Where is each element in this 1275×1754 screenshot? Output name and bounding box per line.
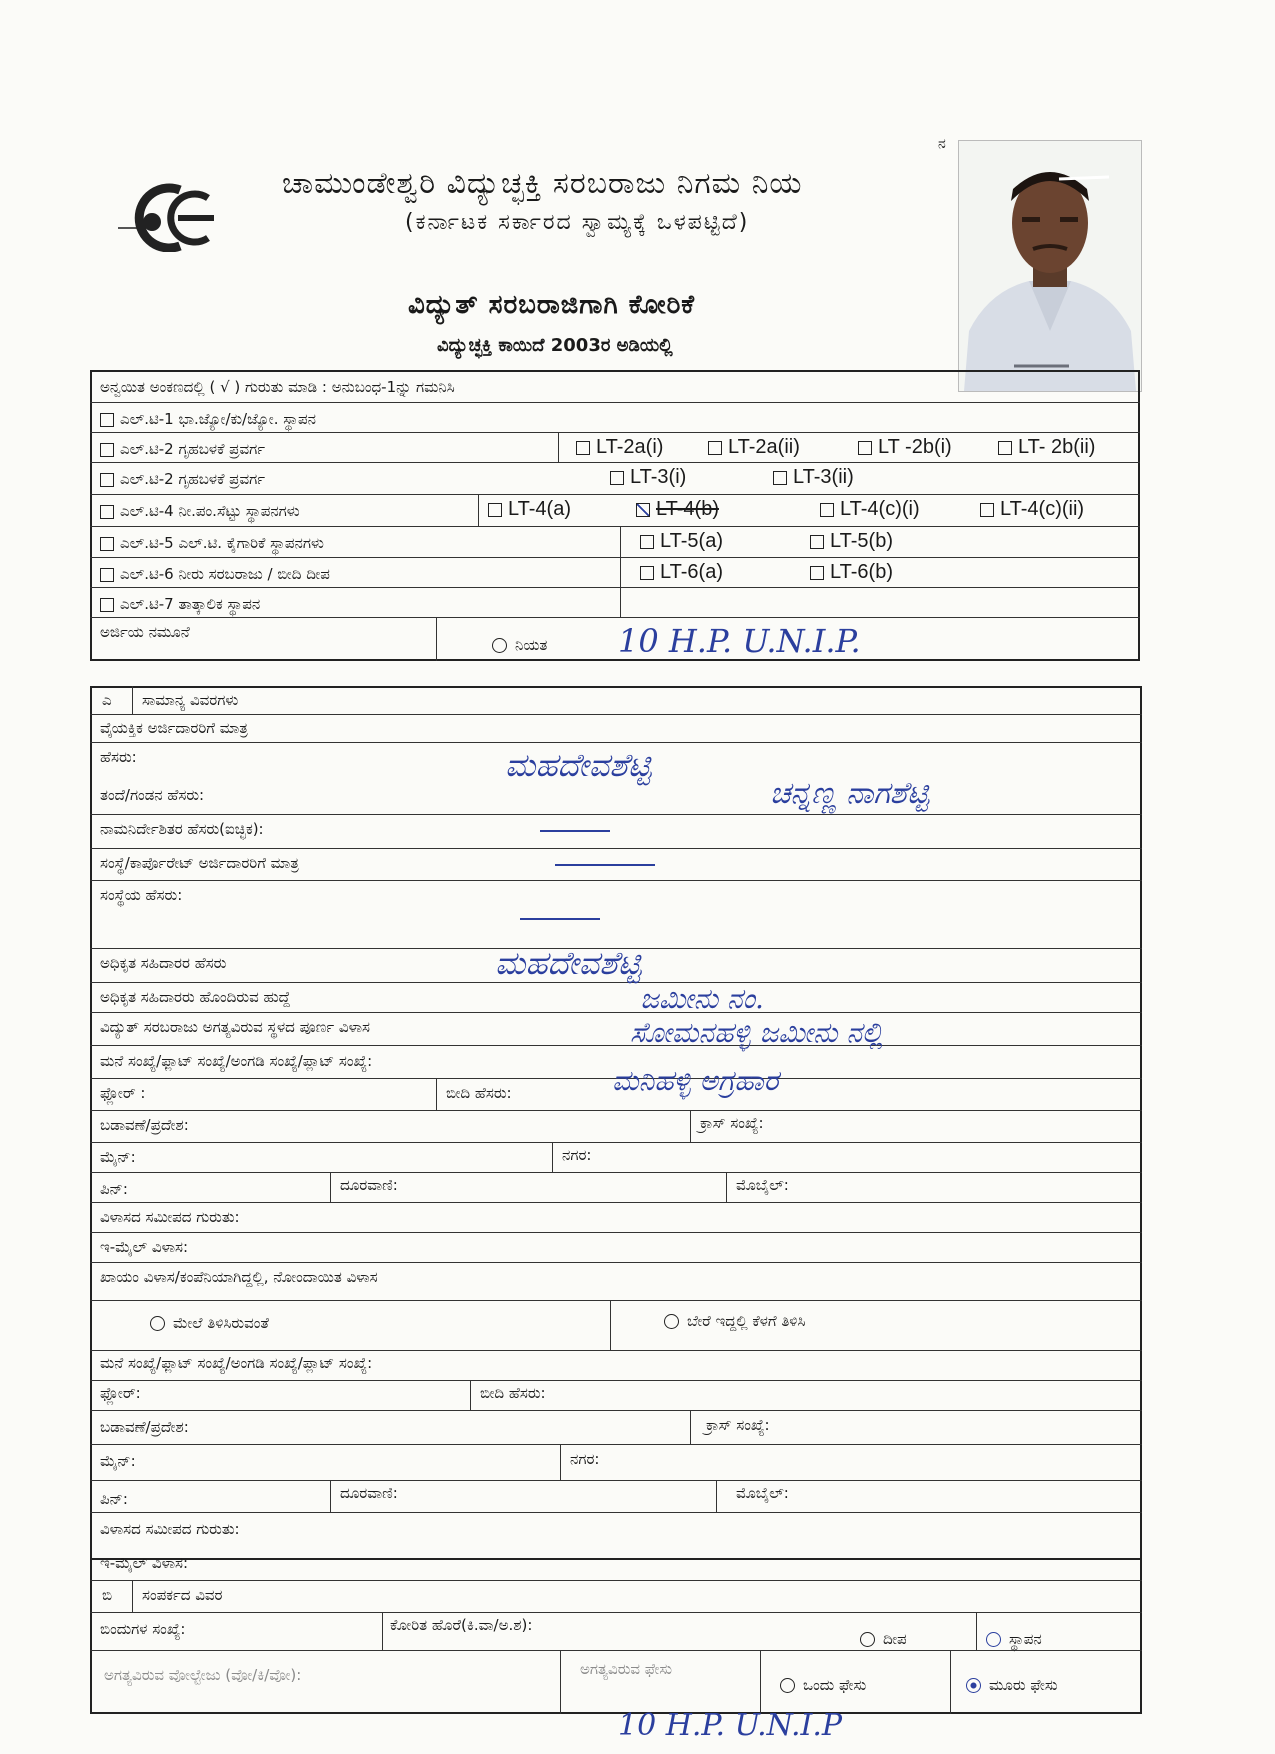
radio[interactable] (664, 1314, 679, 1329)
option-lt-2b-ii[interactable]: LT- 2b(ii) (998, 436, 1095, 459)
pin-label: ಪಿನ್: (100, 1180, 128, 1198)
house-no-label-2: ಮನೆ ಸಂಖ್ಯೆ/ಫ್ಲಾಟ್ ಸಂಖ್ಯೆ/ಅಂಗಡಿ ಸಂಖ್ಯೆ/ಪ್ಲಾಟ್ ಸಂಖ್ಯೆ: (100, 1354, 373, 1372)
main-label: ಮೈನ್: (100, 1148, 136, 1166)
supply-address-line2: ಸೋಮನಹಳ್ಳಿ ಜಮೀನು ನಲ್ಲಿ (630, 1016, 884, 1049)
nominee-label: ನಾಮನಿರ್ದೇಶಿತರ ಹೆಸರು(ಐಚ್ಛಿಕ): (100, 820, 264, 838)
name-label: ಹೆಸರು: (100, 748, 137, 766)
landmark-label-2: ವಿಳಾಸದ ಸಮೀಪದ ಗುರುತು: (100, 1520, 240, 1538)
option-lt-5a[interactable]: LT-5(a) (640, 530, 723, 553)
checkbox[interactable] (820, 503, 834, 517)
area-label-2: ಬಡಾವಣೆ/ಪ್ರದೇಶ: (100, 1418, 189, 1436)
option-lt-2a-i[interactable]: LT-2a(i) (576, 436, 663, 459)
option-lt-2a-ii[interactable]: LT-2a(ii) (708, 436, 800, 459)
org-name-dash (520, 918, 600, 920)
tariff-row-lt2[interactable]: ಎಲ್.ಟಿ-2 ಗೃಹಬಳಕೆ ಪ್ರವರ್ಗ (100, 440, 265, 458)
individual-only-label: ವೈಯಕ್ತಿಕ ಅರ್ಜಿದಾರರಿಗೆ ಮಾತ್ರ (100, 719, 248, 737)
radio-checked[interactable] (986, 1632, 1001, 1647)
checkbox[interactable] (100, 473, 114, 487)
light-option[interactable]: ದೀಪ (860, 1630, 907, 1648)
checkbox[interactable] (810, 535, 824, 549)
application-type-option[interactable]: ನಿಯತ (492, 636, 547, 654)
section-b-code: ಬಿ (102, 1586, 113, 1604)
checkbox[interactable] (100, 537, 114, 551)
tariff-row-lt7[interactable]: ಎಲ್.ಟಿ-7 ತಾತ್ಕಾಲಿಕ ಸ್ಥಾಪನ (100, 595, 260, 613)
checkbox[interactable] (858, 441, 872, 455)
org-name: ಚಾಮುಂಡೇಶ್ವರಿ ವಿದ್ಯುಚ್ಛಕ್ತಿ ಸರಬರಾಜು ನಿಗಮ ನಿಯ (282, 166, 803, 201)
checkbox[interactable] (980, 503, 994, 517)
radio-checked[interactable] (966, 1678, 981, 1693)
section-a-table (90, 686, 1142, 1560)
mobile-label: ಮೊಬೈಲ್: (736, 1176, 789, 1194)
form-subtitle: ವಿದ್ಯುಚ್ಛಕ್ತಿ ಕಾಯಿದೆ 2003ರ ಅಡಿಯಲ್ಲಿ (437, 335, 673, 356)
section-b-title: ಸಂಪರ್ಕದ ವಿವರ (142, 1586, 223, 1604)
application-type-handwritten: 10 H.P. U.N.I.P. (618, 622, 861, 660)
checkbox[interactable] (998, 441, 1012, 455)
checkbox[interactable] (100, 598, 114, 612)
pin-label-2: ಪಿನ್: (100, 1490, 128, 1508)
corporate-dash (555, 864, 655, 866)
power-option[interactable]: ಸ್ಥಾಪನ (986, 1630, 1042, 1648)
option-lt-4c-i[interactable]: LT-4(c)(i) (820, 498, 920, 521)
corporate-only-label: ಸಂಸ್ಥೆ/ಕಾರ್ಪೊರೇಟ್ ಅರ್ಜಿದಾರರಿಗೆ ಮಾತ್ರ (100, 854, 299, 872)
checkbox[interactable] (708, 441, 722, 455)
phone-label: ದೂರವಾಣಿ: (340, 1176, 398, 1194)
cross-label-2: ಕ್ರಾಸ್ ಸಂಖ್ಯೆ: (706, 1416, 770, 1434)
option-lt-4a[interactable]: LT-4(a) (488, 498, 571, 521)
tariff-row-lt1[interactable]: ಎಲ್.ಟಿ-1 ಭಾ.ಜ್ಯೋ/ಕು/ಜ್ಯೋ. ಸ್ಥಾಪನ (100, 410, 316, 428)
auth-designation-label: ಅಧಿಕೃತ ಸಹಿದಾರರು ಹೊಂದಿರುವ ಹುದ್ದೆ (100, 988, 291, 1006)
photo-corner-mark: ನ (938, 136, 946, 152)
area-label: ಬಡಾವಣೆ/ಪ್ರದೇಶ: (100, 1116, 189, 1134)
checkbox[interactable] (610, 471, 624, 485)
email-label-2: ಇ-ಮೈಲ್ ವಿಳಾಸ: (100, 1554, 189, 1572)
floor-label-2: ಫ್ಲೋರ್: (100, 1384, 141, 1402)
auth-signatory-label: ಅಧಿಕೃತ ಸಹಿದಾರರ ಹೆಸರು (100, 954, 227, 972)
option-lt-3-ii[interactable]: LT-3(ii) (773, 466, 854, 489)
checkbox[interactable] (100, 443, 114, 457)
checkbox[interactable] (640, 566, 654, 580)
section-a-code: ಎ (102, 691, 112, 709)
voltage-label: ಅಗತ್ಯವಿರುವ ವೋಲ್ಟೇಜು (ವೋ/ಕಿ/ವೋ): (104, 1666, 302, 1684)
checkbox-checked[interactable] (636, 503, 650, 517)
checkbox[interactable] (640, 535, 654, 549)
footer-handwritten: 10 H.P. U.N.I.P (618, 1708, 843, 1743)
form-title: ವಿದ್ಯುತ್ ಸರಬರಾಜಿಗಾಗಿ ಕೋರಿಕೆ (408, 290, 696, 320)
supply-address-label: ವಿದ್ಯುತ್ ಸರಬರಾಜು ಅಗತ್ಯವಿರುವ ಸ್ಥಳದ ಪೂರ್ಣ ವಿಳಾಸ (100, 1018, 370, 1036)
street-label: ಬೀದಿ ಹೆಸರು: (446, 1084, 512, 1102)
option-lt-2b-i[interactable]: LT -2b(i) (858, 436, 952, 459)
option-lt-4c-ii[interactable]: LT-4(c)(ii) (980, 498, 1084, 521)
points-label: ಬಿಂದುಗಳ ಸಂಖ್ಯೆ: (100, 1620, 186, 1638)
tariff-instruction: ಅನ್ವಯಿತ ಅಂಕಣದಲ್ಲಿ ( √ ) ಗುರುತು ಮಾಡಿ : ಅನುಬಂಧ-1ನ್ನು ಗಮನಿಸಿ (100, 378, 455, 396)
load-label: ಕೋರಿತ ಹೊರೆ(ಕಿ.ವಾ/ಅ.ಶ): (390, 1616, 533, 1634)
applicant-photo (958, 140, 1142, 392)
supply-address-line3: ಮನಿಹಳ್ಳಿ ಅಗ್ರಹಾರ (612, 1064, 779, 1097)
option-lt-4b[interactable]: LT-4(b) (636, 498, 719, 521)
phase-label: ಅಗತ್ಯವಿರುವ ಫೇಸು (580, 1660, 673, 1678)
radio[interactable] (150, 1316, 165, 1331)
option-lt-3-i[interactable]: LT-3(i) (610, 466, 686, 489)
checkbox[interactable] (100, 413, 114, 427)
checkbox[interactable] (488, 503, 502, 517)
auth-signatory-value: ಮಹದೇವಶೆಟ್ಟಿ (495, 944, 642, 982)
checkbox[interactable] (100, 505, 114, 519)
tariff-row-lt5[interactable]: ಎಲ್.ಟಿ-5 ಎಲ್.ಟಿ. ಕೈಗಾರಿಕೆ ಸ್ಥಾಪನಗಳು (100, 534, 324, 552)
org-subtitle: (ಕರ್ನಾಟಕ ಸರ್ಕಾರದ ಸ್ವಾಮ್ಯಕ್ಕೆ ಒಳಪಟ್ಟಿದೆ) (405, 210, 750, 235)
tariff-row-lt6[interactable]: ಎಲ್.ಟಿ-6 ನೀರು ಸರಬರಾಜು / ಬೀದಿ ದೀಪ (100, 565, 330, 583)
floor-label: ಫ್ಲೋರ್ : (100, 1084, 146, 1102)
city-label-2: ನಗರ: (570, 1450, 600, 1468)
same-as-above-option[interactable]: ಮೇಲೆ ತಿಳಿಸಿರುವಂತೆ (150, 1314, 269, 1332)
father-value: ಚನ್ನಣ್ಣ ನಾಗಶೆಟ್ಟಿ (770, 776, 930, 811)
option-lt-6b[interactable]: LT-6(b) (810, 561, 893, 584)
checkbox[interactable] (100, 568, 114, 582)
tariff-row-lt4[interactable]: ಎಲ್.ಟಿ-4 ನೀ.ಪಂ.ಸೆಟ್ಟು ಸ್ಥಾಪನಗಳು (100, 502, 300, 520)
option-lt-5b[interactable]: LT-5(b) (810, 530, 893, 553)
checkbox[interactable] (810, 566, 824, 580)
permanent-address-label: ಖಾಯಂ ವಿಳಾಸ/ಕಂಪೆನಿಯಾಗಿದ್ದಲ್ಲಿ, ನೋಂದಾಯಿತ ವಿಳಾಸ (100, 1268, 378, 1286)
nominee-dash (540, 830, 610, 832)
father-label: ತಂದೆ/ಗಂಡನ ಹೆಸರು: (100, 786, 205, 804)
city-label: ನಗರ: (562, 1146, 592, 1164)
three-phase-option[interactable]: ಮೂರು ಫೇಸು (966, 1676, 1058, 1694)
company-logo (118, 180, 236, 252)
radio[interactable] (492, 638, 507, 653)
radio[interactable] (860, 1632, 875, 1647)
main-label-2: ಮೈನ್: (100, 1452, 136, 1470)
application-type-label: ಅರ್ಜಿಯ ನಮೂನೆ (100, 623, 190, 641)
radio[interactable] (780, 1678, 795, 1693)
tariff-row-lt3[interactable]: ಎಲ್.ಟಿ-2 ಗೃಹಬಳಕೆ ಪ್ರವರ್ಗ (100, 470, 265, 488)
phone-label-2: ದೂರವಾಣಿ: (340, 1484, 398, 1502)
name-value: ಮಹದೇವಶೆಟ್ಟಿ (505, 746, 652, 784)
supply-address-line1: ಜಮೀನು ನಂ. (640, 982, 764, 1015)
landmark-label: ವಿಳಾಸದ ಸಮೀಪದ ಗುರುತು: (100, 1208, 240, 1226)
checkbox[interactable] (773, 471, 787, 485)
cross-label: ಕ್ರಾಸ್ ಸಂಖ್ಯೆ: (700, 1114, 764, 1132)
street-label-2: ಬೀದಿ ಹೆಸರು: (480, 1384, 546, 1402)
house-no-label: ಮನೆ ಸಂಖ್ಯೆ/ಫ್ಲಾಟ್ ಸಂಖ್ಯೆ/ಅಂಗಡಿ ಸಂಖ್ಯೆ/ಪ್ಲಾಟ್ ಸಂಖ್ಯೆ: (100, 1052, 373, 1070)
org-name-label: ಸಂಸ್ಥೆಯ ಹೆಸರು: (100, 886, 183, 904)
checkbox[interactable] (576, 441, 590, 455)
if-different-option[interactable]: ಬೇರೆ ಇದ್ದಲ್ಲಿ ಕೆಳಗೆ ತಿಳಿಸಿ (664, 1312, 805, 1330)
single-phase-option[interactable]: ಒಂದು ಫೇಸು (780, 1676, 866, 1694)
option-lt-6a[interactable]: LT-6(a) (640, 561, 723, 584)
mobile-label-2: ಮೊಬೈಲ್: (736, 1484, 789, 1502)
email-label: ಇ-ಮೈಲ್ ವಿಳಾಸ: (100, 1238, 189, 1256)
section-a-title: ಸಾಮಾನ್ಯ ವಿವರಗಳು (142, 691, 239, 709)
